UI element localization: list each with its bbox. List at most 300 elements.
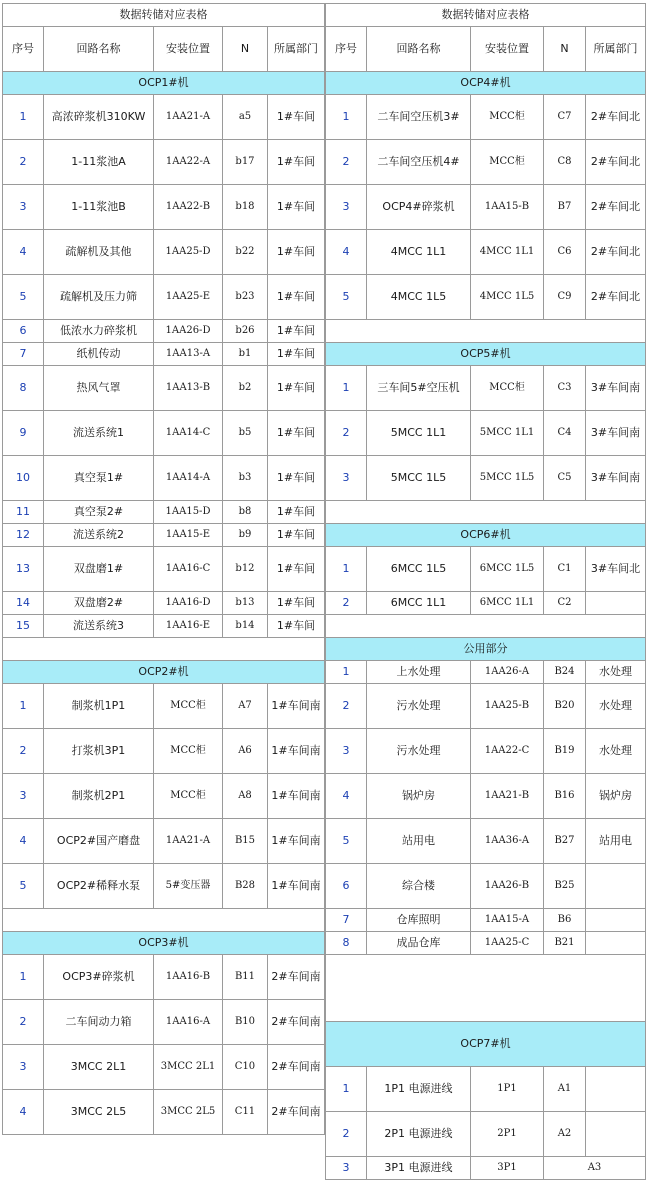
cell-name: OCP4#碎浆机 xyxy=(367,185,471,230)
cell-n: C4 xyxy=(544,411,586,456)
cell-no: 5 xyxy=(326,275,367,320)
cell-position: 3P1 xyxy=(471,1157,544,1180)
table-row xyxy=(3,819,325,864)
cell-no: 8 xyxy=(3,366,44,411)
cell-dept: 2#车间北 xyxy=(586,230,646,275)
cell-position: 1AA25-C xyxy=(471,932,544,955)
cell-dept xyxy=(586,1067,646,1112)
cell-position: 5MCC 1L5 xyxy=(471,456,544,501)
cell-name: 纸机传动 xyxy=(44,343,154,366)
group-header: OCP2#机 xyxy=(3,661,325,684)
cell-dept: 1#车间 xyxy=(268,230,325,275)
cell-dept xyxy=(586,1112,646,1157)
cell-n: A8 xyxy=(223,774,268,819)
cell-name: 双盘磨2# xyxy=(44,592,154,615)
cell-dept: 1#车间 xyxy=(268,456,325,501)
cell-position: MCC柜 xyxy=(154,774,223,819)
cell-position: 1AA21-A xyxy=(154,819,223,864)
table-row xyxy=(3,684,325,729)
col-header-position: 安装位置 xyxy=(471,27,544,72)
cell-no: 1 xyxy=(3,684,44,729)
cell-no: 6 xyxy=(3,320,44,343)
cell-n: b18 xyxy=(223,185,268,230)
cell-dept xyxy=(586,909,646,932)
col-header-n: N xyxy=(544,27,586,72)
cell-no: 2 xyxy=(326,592,367,615)
cell-n: C6 xyxy=(544,230,586,275)
cell-position: 1AA26-B xyxy=(471,864,544,909)
table-row xyxy=(326,774,646,819)
cell-name: 疏解机及其他 xyxy=(44,230,154,275)
cell-name: 1-11浆池A xyxy=(44,140,154,185)
cell-n: b14 xyxy=(223,615,268,638)
cell-n: B16 xyxy=(544,774,586,819)
cell-n: A6 xyxy=(223,729,268,774)
table-row xyxy=(3,729,325,774)
cell-n: b2 xyxy=(223,366,268,411)
cell-n: B27 xyxy=(544,819,586,864)
cell-position: MCC柜 xyxy=(471,95,544,140)
cell-name: 4MCC 1L5 xyxy=(367,275,471,320)
cell-position: 1AA22-B xyxy=(154,185,223,230)
cell-position: 1AA25-B xyxy=(471,684,544,729)
group-header: OCP3#机 xyxy=(3,932,325,955)
cell-position: 1AA16-C xyxy=(154,547,223,592)
cell-position: 1AA15-E xyxy=(154,524,223,547)
blank-row xyxy=(326,501,646,524)
table-row xyxy=(326,456,646,501)
cell-no: 5 xyxy=(326,819,367,864)
cell-n: B21 xyxy=(544,932,586,955)
cell-no: 14 xyxy=(3,592,44,615)
cell-position: 1AA26-D xyxy=(154,320,223,343)
table-row xyxy=(326,230,646,275)
cell-dept: 2#车间北 xyxy=(586,185,646,230)
col-header-no: 序号 xyxy=(3,27,44,72)
cell-no: 2 xyxy=(326,684,367,729)
cell-dept: 锅炉房 xyxy=(586,774,646,819)
cell-n: C1 xyxy=(544,547,586,592)
cell-no: 4 xyxy=(326,230,367,275)
cell-n: b26 xyxy=(223,320,268,343)
cell-dept: 2#车间南 xyxy=(268,1000,325,1045)
group-header-row xyxy=(326,72,646,95)
cell-dept: 1#车间 xyxy=(268,275,325,320)
cell-n: B7 xyxy=(544,185,586,230)
cell-name: 二车间空压机4# xyxy=(367,140,471,185)
cell-no: 10 xyxy=(3,456,44,501)
cell-no: 3 xyxy=(3,1045,44,1090)
cell-no: 9 xyxy=(3,411,44,456)
cell-position: 4MCC 1L1 xyxy=(471,230,544,275)
cell-name: 污水处理 xyxy=(367,684,471,729)
cell-name: 6MCC 1L5 xyxy=(367,547,471,592)
cell-position: 5MCC 1L1 xyxy=(471,411,544,456)
cell-name: 5MCC 1L5 xyxy=(367,456,471,501)
blank-row xyxy=(326,320,646,343)
cell-n: B19 xyxy=(544,729,586,774)
cell-n: B20 xyxy=(544,684,586,729)
cell-position: MCC柜 xyxy=(471,140,544,185)
blank-row xyxy=(326,615,646,638)
cell-dept: 2#车间北 xyxy=(586,140,646,185)
col-header-no: 序号 xyxy=(326,27,367,72)
table-row xyxy=(3,1090,325,1135)
cell-position: 3MCC 2L5 xyxy=(154,1090,223,1135)
cell-dept: 2#车间南 xyxy=(268,1090,325,1135)
group-header: OCP7#机 xyxy=(326,1022,646,1067)
cell-dept: 1#车间 xyxy=(268,615,325,638)
cell-name: OCP2#稀释水泵 xyxy=(44,864,154,909)
cell-n: B10 xyxy=(223,1000,268,1045)
table-title-row xyxy=(326,4,646,27)
cell-position: 1AA15-B xyxy=(471,185,544,230)
cell-position: 1AA22-A xyxy=(154,140,223,185)
cell-name: 污水处理 xyxy=(367,729,471,774)
table-row xyxy=(3,1045,325,1090)
blank-cell xyxy=(326,320,646,343)
left-table xyxy=(2,3,325,1135)
cell-no: 7 xyxy=(326,909,367,932)
table-row xyxy=(326,932,646,955)
table-row xyxy=(3,230,325,275)
group-header-row xyxy=(3,661,325,684)
cell-name: 锅炉房 xyxy=(367,774,471,819)
cell-dept: 1#车间 xyxy=(268,366,325,411)
cell-no: 4 xyxy=(3,230,44,275)
col-header-position: 安装位置 xyxy=(154,27,223,72)
cell-no: 2 xyxy=(326,140,367,185)
cell-name: OCP2#国产磨盘 xyxy=(44,819,154,864)
table-row xyxy=(3,366,325,411)
cell-position: 1AA16-E xyxy=(154,615,223,638)
cell-position: 5#变压器 xyxy=(154,864,223,909)
cell-no: 6 xyxy=(326,864,367,909)
cell-no: 3 xyxy=(326,456,367,501)
header-row xyxy=(326,27,646,72)
cell-dept: 2#车间北 xyxy=(586,95,646,140)
cell-dept: 2#车间南 xyxy=(268,1045,325,1090)
group-header-row xyxy=(326,1022,646,1067)
cell-n: B15 xyxy=(223,819,268,864)
blank-cell xyxy=(326,501,646,524)
col-header-n: N xyxy=(223,27,268,72)
cell-n: C7 xyxy=(544,95,586,140)
cell-name: 1P1 电源进线 xyxy=(367,1067,471,1112)
table-row xyxy=(3,1000,325,1045)
group-header: OCP1#机 xyxy=(3,72,325,95)
cell-n: A3 xyxy=(544,1157,646,1180)
table-row xyxy=(326,729,646,774)
col-header-dept: 所属部门 xyxy=(268,27,325,72)
table-row xyxy=(3,140,325,185)
cell-no: 2 xyxy=(326,411,367,456)
group-header: OCP5#机 xyxy=(326,343,646,366)
table-row xyxy=(326,1157,646,1180)
cell-name: 真空泵1# xyxy=(44,456,154,501)
cell-dept: 1#车间 xyxy=(268,140,325,185)
cell-position: 2P1 xyxy=(471,1112,544,1157)
table-row xyxy=(326,140,646,185)
col-header-name: 回路名称 xyxy=(367,27,471,72)
cell-dept: 1#车间 xyxy=(268,343,325,366)
cell-dept: 1#车间南 xyxy=(268,819,325,864)
cell-no: 4 xyxy=(3,1090,44,1135)
cell-name: 3MCC 2L1 xyxy=(44,1045,154,1090)
table-row xyxy=(326,909,646,932)
cell-name: 双盘磨1# xyxy=(44,547,154,592)
table-row xyxy=(326,366,646,411)
cell-position: 1AA16-A xyxy=(154,1000,223,1045)
cell-dept xyxy=(586,932,646,955)
cell-name: 4MCC 1L1 xyxy=(367,230,471,275)
cell-name: 3P1 电源进线 xyxy=(367,1157,471,1180)
table-row xyxy=(326,275,646,320)
table-title: 数据转储对应表格 xyxy=(3,4,325,27)
cell-position: 1AA36-A xyxy=(471,819,544,864)
cell-n: b12 xyxy=(223,547,268,592)
cell-position: 1AA16-B xyxy=(154,955,223,1000)
cell-n: a5 xyxy=(223,95,268,140)
cell-n: b17 xyxy=(223,140,268,185)
table-row xyxy=(326,684,646,729)
cell-no: 2 xyxy=(326,1112,367,1157)
group-header-row xyxy=(326,638,646,661)
cell-n: b1 xyxy=(223,343,268,366)
group-header: OCP6#机 xyxy=(326,524,646,547)
cell-position: 1AA15-A xyxy=(471,909,544,932)
cell-name: 仓库照明 xyxy=(367,909,471,932)
table-row xyxy=(3,524,325,547)
cell-name: 3MCC 2L5 xyxy=(44,1090,154,1135)
cell-no: 12 xyxy=(3,524,44,547)
cell-dept: 1#车间 xyxy=(268,501,325,524)
cell-name: 打浆机3P1 xyxy=(44,729,154,774)
cell-name: 真空泵2# xyxy=(44,501,154,524)
cell-n: B28 xyxy=(223,864,268,909)
cell-dept: 3#车间南 xyxy=(586,366,646,411)
cell-no: 1 xyxy=(326,366,367,411)
table-row xyxy=(3,411,325,456)
cell-dept: 1#车间南 xyxy=(268,774,325,819)
cell-position: 1AA15-D xyxy=(154,501,223,524)
table-row xyxy=(3,275,325,320)
cell-n: C5 xyxy=(544,456,586,501)
cell-n: A7 xyxy=(223,684,268,729)
cell-no: 1 xyxy=(326,661,367,684)
cell-dept: 3#车间南 xyxy=(586,411,646,456)
cell-position: 1AA16-D xyxy=(154,592,223,615)
table-row xyxy=(326,661,646,684)
cell-dept: 1#车间 xyxy=(268,185,325,230)
cell-n: C9 xyxy=(544,275,586,320)
cell-name: 二车间空压机3# xyxy=(367,95,471,140)
cell-n: b8 xyxy=(223,501,268,524)
cell-position: 1AA25-D xyxy=(154,230,223,275)
cell-name: 站用电 xyxy=(367,819,471,864)
cell-dept: 1#车间南 xyxy=(268,729,325,774)
table-row xyxy=(326,547,646,592)
table-row xyxy=(326,819,646,864)
cell-position: 1AA26-A xyxy=(471,661,544,684)
cell-position: MCC柜 xyxy=(154,684,223,729)
blank-cell xyxy=(326,615,646,638)
cell-n: b9 xyxy=(223,524,268,547)
blank-cell xyxy=(326,955,646,1022)
table-row xyxy=(3,343,325,366)
cell-no: 4 xyxy=(326,774,367,819)
cell-n: C2 xyxy=(544,592,586,615)
table-row xyxy=(3,320,325,343)
cell-no: 1 xyxy=(326,547,367,592)
cell-name: 高浓碎浆机310KW xyxy=(44,95,154,140)
cell-name: 成品仓库 xyxy=(367,932,471,955)
cell-dept: 水处理 xyxy=(586,661,646,684)
cell-no: 3 xyxy=(326,185,367,230)
group-header-row xyxy=(326,524,646,547)
table-title: 数据转储对应表格 xyxy=(326,4,646,27)
cell-no: 3 xyxy=(326,729,367,774)
cell-name: 流送系统2 xyxy=(44,524,154,547)
table-row xyxy=(3,864,325,909)
cell-no: 5 xyxy=(3,864,44,909)
cell-n: B24 xyxy=(544,661,586,684)
table-row xyxy=(326,1112,646,1157)
blank-row xyxy=(3,638,325,661)
cell-name: 5MCC 1L1 xyxy=(367,411,471,456)
cell-no: 11 xyxy=(3,501,44,524)
cell-dept: 1#车间 xyxy=(268,524,325,547)
cell-position: 1P1 xyxy=(471,1067,544,1112)
cell-position: 1AA14-A xyxy=(154,456,223,501)
cell-position: 1AA22-C xyxy=(471,729,544,774)
cell-name: 三车间5#空压机 xyxy=(367,366,471,411)
table-row xyxy=(3,547,325,592)
cell-no: 2 xyxy=(3,1000,44,1045)
cell-n: B11 xyxy=(223,955,268,1000)
cell-no: 1 xyxy=(3,955,44,1000)
cell-name: OCP3#碎浆机 xyxy=(44,955,154,1000)
cell-dept: 1#车间 xyxy=(268,547,325,592)
cell-no: 5 xyxy=(3,275,44,320)
cell-dept: 水处理 xyxy=(586,729,646,774)
cell-n: B25 xyxy=(544,864,586,909)
cell-no: 2 xyxy=(3,140,44,185)
cell-name: 6MCC 1L1 xyxy=(367,592,471,615)
cell-name: 热风气罩 xyxy=(44,366,154,411)
table-row xyxy=(3,955,325,1000)
cell-name: 流送系统3 xyxy=(44,615,154,638)
group-header-row xyxy=(326,343,646,366)
cell-n: C11 xyxy=(223,1090,268,1135)
blank-cell xyxy=(3,638,325,661)
cell-n: b13 xyxy=(223,592,268,615)
col-header-name: 回路名称 xyxy=(44,27,154,72)
header-row xyxy=(3,27,325,72)
cell-dept: 2#车间北 xyxy=(586,275,646,320)
group-header-row xyxy=(3,72,325,95)
cell-position: 3MCC 2L1 xyxy=(154,1045,223,1090)
table-row xyxy=(326,95,646,140)
cell-position: 6MCC 1L5 xyxy=(471,547,544,592)
cell-position: 1AA14-C xyxy=(154,411,223,456)
cell-position: 1AA25-E xyxy=(154,275,223,320)
cell-position: 1AA13-A xyxy=(154,343,223,366)
cell-name: 1-11浆池B xyxy=(44,185,154,230)
cell-name: 2P1 电源进线 xyxy=(367,1112,471,1157)
cell-name: 流送系统1 xyxy=(44,411,154,456)
cell-n: C3 xyxy=(544,366,586,411)
cell-dept: 站用电 xyxy=(586,819,646,864)
cell-no: 13 xyxy=(3,547,44,592)
table-row xyxy=(326,1067,646,1112)
right-table xyxy=(325,3,646,1180)
cell-dept: 2#车间南 xyxy=(268,955,325,1000)
cell-dept: 1#车间 xyxy=(268,95,325,140)
cell-no: 3 xyxy=(326,1157,367,1180)
table-row xyxy=(3,501,325,524)
cell-dept: 水处理 xyxy=(586,684,646,729)
cell-n: A2 xyxy=(544,1112,586,1157)
blank-row xyxy=(326,955,646,1022)
cell-position: MCC柜 xyxy=(154,729,223,774)
cell-dept: 1#车间南 xyxy=(268,684,325,729)
group-header-row xyxy=(3,932,325,955)
cell-n: A1 xyxy=(544,1067,586,1112)
cell-name: 制浆机2P1 xyxy=(44,774,154,819)
table-row xyxy=(326,185,646,230)
cell-position: 1AA21-A xyxy=(154,95,223,140)
cell-no: 15 xyxy=(3,615,44,638)
cell-position: 4MCC 1L5 xyxy=(471,275,544,320)
cell-n: C8 xyxy=(544,140,586,185)
cell-n: b3 xyxy=(223,456,268,501)
table-row xyxy=(3,592,325,615)
cell-dept: 1#车间 xyxy=(268,411,325,456)
table-row xyxy=(3,774,325,819)
cell-no: 1 xyxy=(3,95,44,140)
cell-position: 6MCC 1L1 xyxy=(471,592,544,615)
group-header: OCP4#机 xyxy=(326,72,646,95)
cell-no: 2 xyxy=(3,729,44,774)
cell-no: 4 xyxy=(3,819,44,864)
cell-n: b22 xyxy=(223,230,268,275)
cell-name: 二车间动力箱 xyxy=(44,1000,154,1045)
table-row xyxy=(3,456,325,501)
cell-dept: 1#车间南 xyxy=(268,864,325,909)
cell-no: 1 xyxy=(326,95,367,140)
cell-name: 制浆机1P1 xyxy=(44,684,154,729)
cell-no: 1 xyxy=(326,1067,367,1112)
cell-name: 上水处理 xyxy=(367,661,471,684)
table-title-row xyxy=(3,4,325,27)
cell-dept: 3#车间北 xyxy=(586,547,646,592)
cell-n: b23 xyxy=(223,275,268,320)
cell-name: 综合楼 xyxy=(367,864,471,909)
cell-dept xyxy=(586,592,646,615)
table-row xyxy=(326,864,646,909)
col-header-dept: 所属部门 xyxy=(586,27,646,72)
table-row xyxy=(3,95,325,140)
cell-no: 3 xyxy=(3,774,44,819)
cell-no: 8 xyxy=(326,932,367,955)
table-row xyxy=(3,185,325,230)
cell-name: 疏解机及压力筛 xyxy=(44,275,154,320)
cell-dept: 3#车间南 xyxy=(586,456,646,501)
cell-n: C10 xyxy=(223,1045,268,1090)
cell-position: 1AA21-B xyxy=(471,774,544,819)
cell-name: 低浓水力碎浆机 xyxy=(44,320,154,343)
